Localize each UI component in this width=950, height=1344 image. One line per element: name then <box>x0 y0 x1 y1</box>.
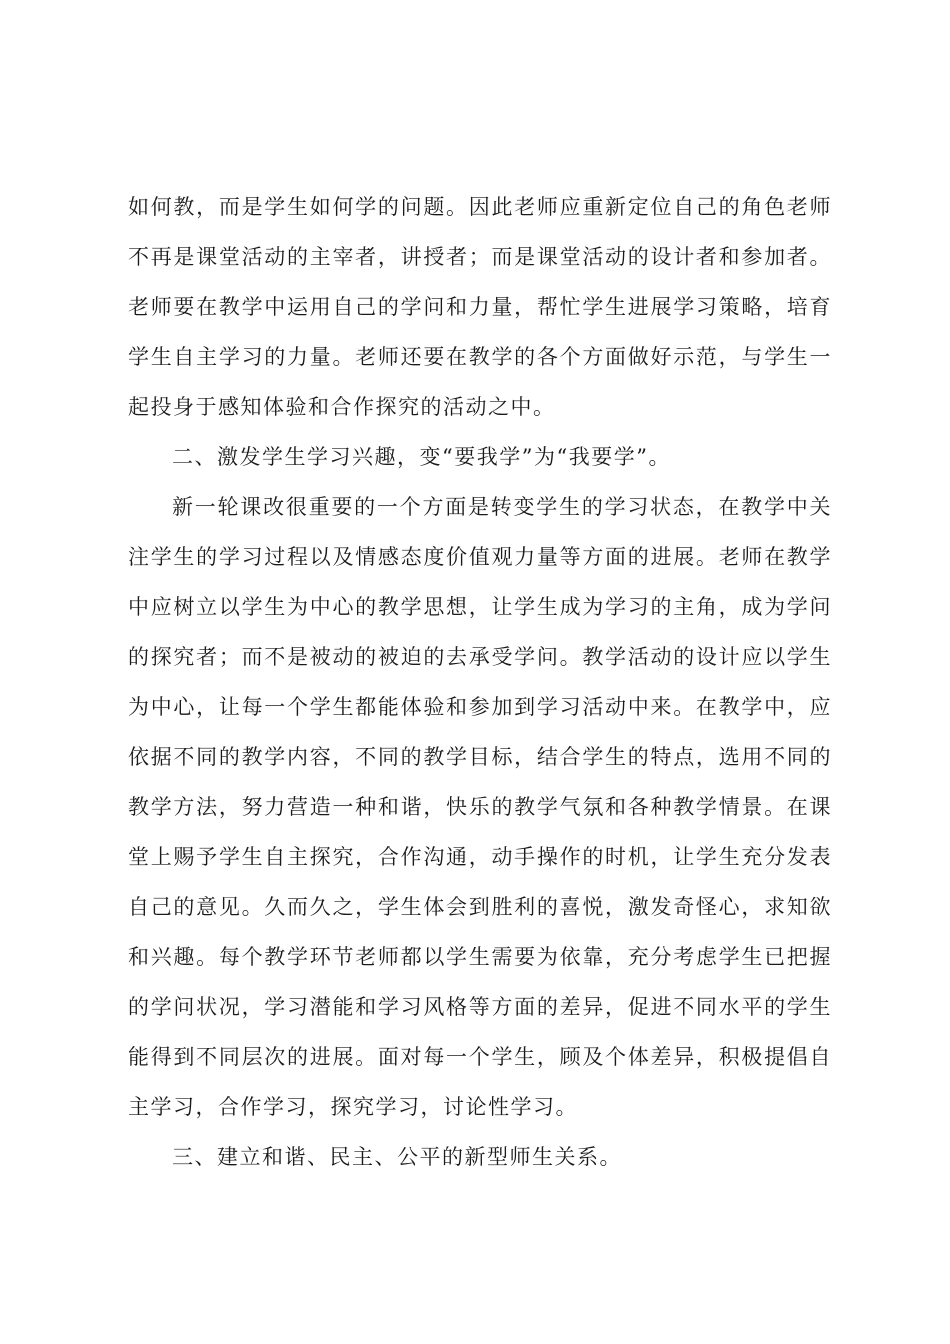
paragraph-1-line-3: 老师要在教学中运用自己的学问和力量，帮忙学生进展学习策略，培育 <box>128 295 832 319</box>
paragraph-1-line-1: 如何教，而是学生如何学的问题。因此老师应重新定位自己的角色老师 <box>128 195 832 219</box>
paragraph-2-line-9: 自己的意见。久而久之，学生体会到胜利的喜悦，激发奇怪心，求知欲 <box>128 895 832 919</box>
paragraph-1-line-4: 学生自主学习的力量。老师还要在教学的各个方面做好示范，与学生一 <box>128 345 832 369</box>
paragraph-2-line-4: 的探究者；而不是被动的被迫的去承受学问。教学活动的设计应以学生 <box>128 645 832 669</box>
paragraph-1-line-5: 起投身于感知体验和合作探究的活动之中。 <box>128 395 556 419</box>
paragraph-2-line-7: 教学方法，努力营造一种和谐，快乐的教学气氛和各种教学情景。在课 <box>128 795 832 819</box>
paragraph-2-line-12: 能得到不同层次的进展。面对每一个学生，顾及个体差异，积极提倡自 <box>128 1045 832 1069</box>
section-heading-3: 三、建立和谐、民主、公平的新型师生关系。 <box>172 1145 622 1169</box>
paragraph-2-line-8: 堂上赐予学生自主探究，合作沟通，动手操作的时机，让学生充分发表 <box>128 845 832 869</box>
paragraph-2-line-3: 中应树立以学生为中心的教学思想，让学生成为学习的主角，成为学问 <box>128 595 832 619</box>
paragraph-2-line-6: 依据不同的教学内容，不同的教学目标，结合学生的特点，选用不同的 <box>128 745 832 769</box>
paragraph-2-line-10: 和兴趣。每个教学环节老师都以学生需要为依靠，充分考虑学生已把握 <box>128 945 832 969</box>
paragraph-2-line-13: 主学习，合作学习，探究学习，讨论性学习。 <box>128 1095 578 1119</box>
paragraph-2-line-5: 为中心，让每一个学生都能体验和参加到学习活动中来。在教学中，应 <box>128 695 832 719</box>
section-heading-2: 二、激发学生学习兴趣，变“要我学”为“我要学”。 <box>172 445 671 469</box>
paragraph-2-line-2: 注学生的学习过程以及情感态度价值观力量等方面的进展。老师在教学 <box>128 545 832 569</box>
paragraph-1-line-2: 不再是课堂活动的主宰者，讲授者；而是课堂活动的设计者和参加者。 <box>128 245 832 269</box>
paragraph-2-line-1: 新一轮课改很重要的一个方面是转变学生的学习状态，在教学中关 <box>172 495 832 519</box>
paragraph-2-line-11: 的学问状况，学习潜能和学习风格等方面的差异，促进不同水平的学生 <box>128 995 832 1019</box>
